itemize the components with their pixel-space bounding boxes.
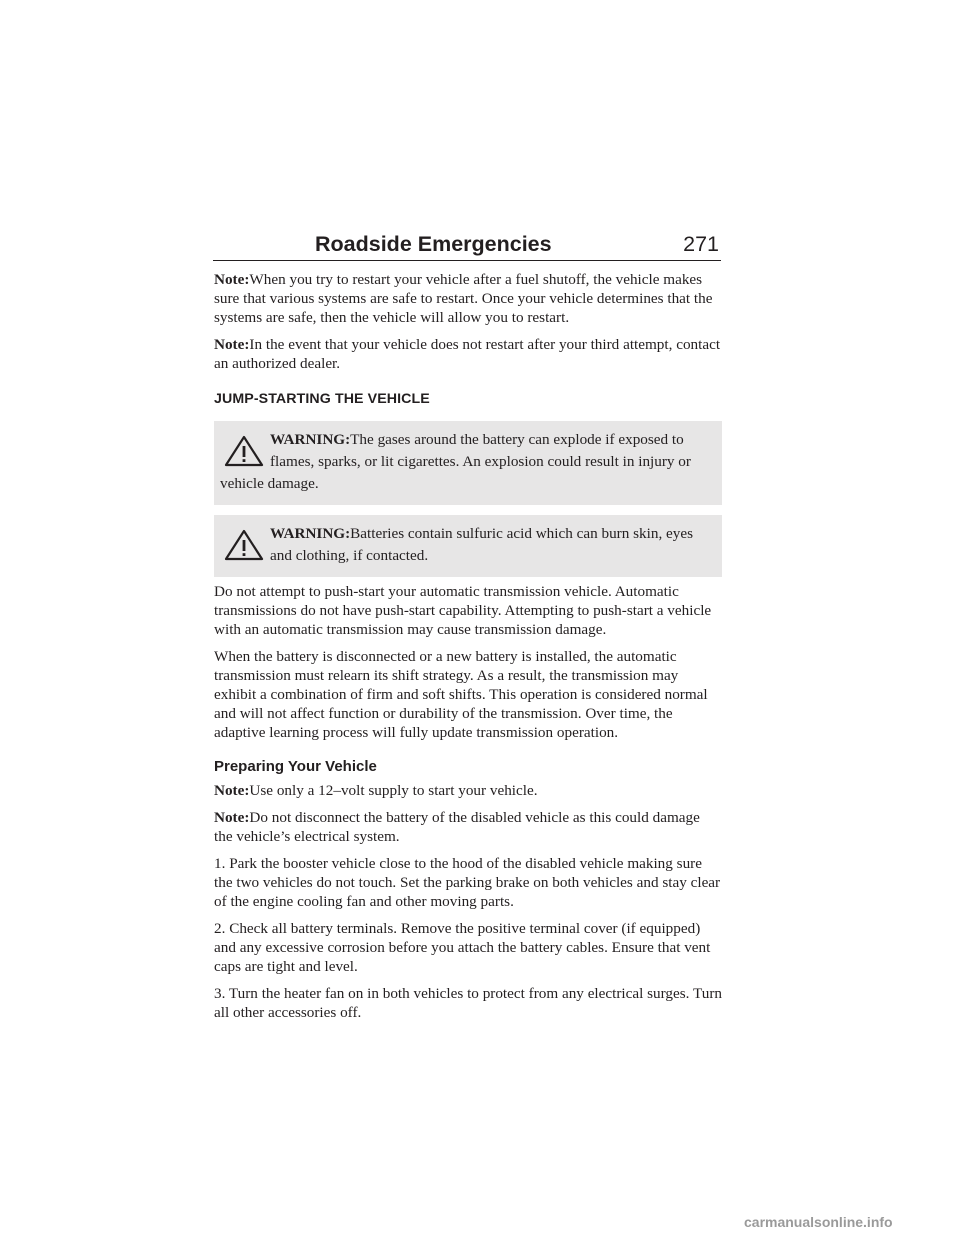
warning-box (214, 421, 722, 505)
warning-label: WARNING: (270, 431, 351, 448)
note-paragraph (214, 335, 722, 373)
note-text: Do not disconnect the battery of the disabled vehicle as this could damage the vehicle’s electrical system. (214, 809, 700, 845)
note-paragraph (214, 808, 722, 846)
section-heading: JUMP-STARTING THE VEHICLE (214, 391, 430, 407)
note-label: Note: (214, 809, 250, 826)
note-paragraph (214, 781, 722, 800)
note-paragraph (214, 270, 722, 327)
body-paragraph: When the battery is disconnected or a new battery is installed, the automatic transmission must relearn its shift strategy. As a result, the transmission may exhibit a combination of firm and soft shifts. This operation is considered normal and will not affect function or durability of the transmission. Over time, the adaptive learning process will fully update transmission operation. (214, 648, 708, 741)
page-number: 271 (683, 232, 719, 256)
note-label: Note: (214, 782, 250, 799)
chapter-title: Roadside Emergencies (315, 232, 552, 256)
step-paragraph: 3. Turn the heater fan on in both vehicles to protect from any electrical surges. Turn all other accessories off. (214, 985, 722, 1021)
note-text: Use only a 12–volt supply to start your vehicle. (249, 782, 538, 799)
warning-text (220, 429, 716, 495)
note-text: In the event that your vehicle does not restart after your third attempt, contact an authorized dealer. (214, 336, 721, 372)
note-label: Note: (214, 336, 250, 353)
body-paragraph: Do not attempt to push-start your automatic transmission vehicle. Automatic transmissions do not have push-start capability. Attempting to push-start a vehicle with an automatic transmission may cause transmission damage. (214, 583, 712, 638)
warning-triangle-icon (222, 529, 266, 561)
page-content (214, 270, 722, 1030)
step-paragraph: 2. Check all battery terminals. Remove the positive terminal cover (if equipped) and any excessive corrosion before you attach the battery cables. Ensure that vent caps are tight and level. (214, 920, 711, 975)
page-header (213, 228, 721, 261)
warning-label: WARNING: (270, 525, 351, 542)
step-paragraph: 1. Park the booster vehicle close to the hood of the disabled vehicle making sure the two vehicles do not touch. Set the parking brake on both vehicles and stay clear of the engine cooling fan and other moving parts. (214, 855, 721, 910)
warning-box (214, 515, 722, 577)
watermark[interactable]: carmanualsonline.info (744, 1214, 893, 1230)
note-label: Note: (214, 271, 250, 288)
subheading: Preparing Your Vehicle (214, 758, 377, 775)
note-text: When you try to restart your vehicle after a fuel shutoff, the vehicle makes sure that various systems are safe to restart. Once your vehicle determines that the systems are safe, then the vehicle will allow you to restart. (214, 271, 713, 326)
warning-body: Batteries contain sulfuric acid which can burn skin, eyes and clothing, if contacted. (270, 525, 694, 564)
warning-text (220, 523, 716, 567)
warning-triangle-icon (222, 435, 266, 467)
warning-body: The gases around the battery can explode if exposed to flames, sparks, or lit cigarettes. An explosion could result in injury or vehicle damage. (220, 431, 691, 492)
